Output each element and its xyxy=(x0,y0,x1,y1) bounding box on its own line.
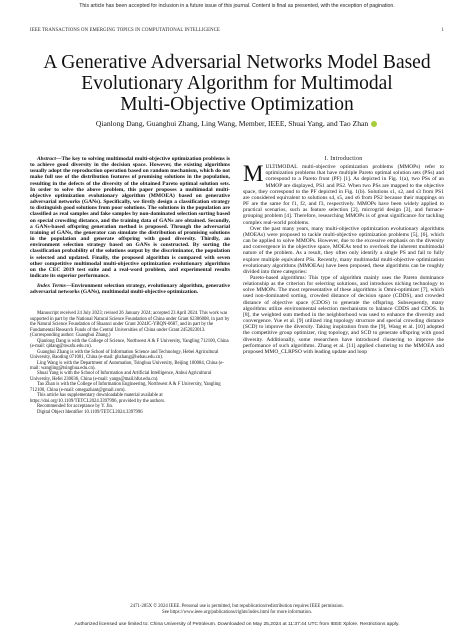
running-head xyxy=(30,28,444,33)
title-line-1: A Generative Adversarial Networks Model Based xyxy=(43,52,431,73)
copyright-notice xyxy=(20,604,454,615)
right-column xyxy=(243,156,444,355)
footnote-author-5: Tao Zhan is with the College of Information Engineering, Northwest A & F University, Yangling 712100, China (e-mail: omegazhant@gmail.com). xyxy=(30,382,221,393)
footnote-author-3: Ling Wang is with the Department of Automation, Tsinghua University, Beijing 100084, China (e-mail: wangling@tsinghua.edu.cn). xyxy=(30,360,224,371)
abstract-label: Abstract— xyxy=(37,156,62,162)
abstract xyxy=(30,156,230,279)
intro-paragraph-1-text: ULTIMODAL multi-objective optimization problems (MMOPs) refer to optimization problems that have multiple Pareto optimal solution sets (PSs) and correspond to a Pareto front (PF) [1]. As depicted in Fig. 1(a), two PSs of an MMOP are displayed, PS1 and PS2. When two PSs are mapped to the objective space, they correspond to the PF depicted in Fig. 1(b). Solutions s1, s2, and s3 from PS1 are considered equivalent to solutions s4, s5, and s6 from PS2 because their mappings on PF are the same for f1, f2, and f3, respectively. MMOPs have been widely applied to practical scenarios, such as feature selection [2], microgrid design [3], and furnace-grouping problem [4]. Therefore, researching MMOPs is of great significance for tackling complex real-world problems. xyxy=(243,164,444,226)
title-line-2: Evolutionary Algorithm for Multimodal xyxy=(81,73,393,94)
index-terms-text: Environment selection strategy, evolutionary algorithm, generative adversarial networks (GANs), multimodal multi-objective optimization. xyxy=(30,283,230,296)
intro-paragraph-3: Pareto-based algorithms: This type of algorithm mainly uses the Pareto dominance relationship as the criterion for selecting solutions, and introduces niching technology to solve MMOPs. The most representative of these algorithms is Omni-optimizer [7], which used non-dominated sorting, crowded distance of decision space (CDDS), and crowded distance of objective space (CDOS) to generate the offspring. Subsequently, many algorithms utilize environmental selection mechanisms to balance CDDS and CDOS. In [8], the weighted sum method in the neighborhood was used to enhance the diversity and convergence. Yue et al. [9] utilized ring topology structure and special crowding distance (SCD) to improve the diversity. Taking inspiration from the [9], Wang et al. [10] adopted the competitive group optimizer, ring topology, and SCD to generate offspring with good diversity. Additionally, some researchers have introduced clustering to improve the performance of such algorithms. Zhang et al. [11] applied clustering to the MMOEA and proposed MMO_CLRPSO with leading update and loop xyxy=(243,274,444,355)
index-terms-label: Index Terms— xyxy=(37,283,72,290)
drop-cap: M xyxy=(243,161,264,187)
intro-paragraph-1 xyxy=(243,161,444,226)
footnote-recommended: Recommended for acceptance by Y. Jin. xyxy=(37,404,114,410)
section-heading: I. Introduction xyxy=(324,156,363,162)
authors-text: Qianlong Dang, Guanghui Zhang, Ling Wang, Member, IEEE, Shuai Yang, and Tao Zhan xyxy=(95,119,369,128)
copyright-text: 2471-285X © 2024 IEEE. Personal use is permitted, but republication/redistribution requires IEEE permission. See https://www.ieee.org/publications/rights/index.html for more information. xyxy=(130,604,344,615)
footnote-manuscript: Manuscript received 24 July 2023; revised 26 January 2024; accepted 23 April 2024. This work was supported in part by the National Natural Science Foundation of China under Grant 62306008, in part by the Natural Science Foundation of Shaanxi under Grant 2024JC-YBQN-0687, and in part by the Fundamental Research Funds of the Central Universities of China under Grant 2452023013. (Corresponding author: Guanghui Zhang.) xyxy=(30,311,230,339)
footnote-author-4: Shuai Yang is with the School of Information and Artificial Intelligence, Anhui Agricultural University, Hefei 230036, China (e-mail: yangs@mail.hfut.edu.cn). xyxy=(30,371,212,382)
intro-paragraph-2: Over the past many years, many multi-objective optimization evolutionary algorithms (MOEAs) were proposed to tackle multi-objective optimization problems [5], [6], which can be applied to solve MMOPs. However, due to the excessive emphasis on the diversity and convergence in the objective space, MOEAs tend to overlook the inherent multimodal nature of the problem. As a result, they often only identify a single PS and fail to fully explore multiple equivalent PSs. Recently, many multimodal multi-objective optimization evolutionary algorithms (MMOEAs) have been proposed, these algorithms can be roughly divided into three categories: xyxy=(243,225,444,275)
footnotes xyxy=(30,311,230,415)
author-list xyxy=(20,119,454,128)
paper-title xyxy=(20,52,454,115)
left-column xyxy=(30,156,230,415)
abstract-text: The key to solving multimodal multi-objective optimization problems is to achieve good diversity in the decision space. However, the existing algorithms usually adopt the reproduction operation based on random mechanism, which do not make full use of the distribution features of promising solutions in the population, resulting in the defects of the diversity of the obtained Pareto optimal solution sets. In order to solve the above problem, this paper proposes a multimodal multi-objective optimization evolutionary algorithm (MMOEA) based on generative adversarial networks (GANs). Specifically, we firstly design a classification strategy to distinguish good solutions from poor solutions. The solutions in the population are classified as real samples and fake samples by non-dominated selection sorting based on special crowding distance, and the training data of GANs are obtained. Secondly, a GANs-based offspring generation method is proposed. Through the adversarial training of GANs, the generator can simulate the distribution of promising solutions in the population and generate offspring with good diversity. Thirdly, an environment selection strategy based on GANs is constructed. By sorting the classification probability of the solutions output by the discriminator, the population is selected and updated. Finally, the proposed algorithm is compared with seven other competitive multimodal multi-objective optimization evolutionary algorithms on the CEC 2019 test suite and a real-word problem, and experimental results indicate its superior performance. xyxy=(30,156,230,279)
footnote-supplementary[interactable]: This article has supplementary downloadable material available at https://doi.org/10.1109/TETCI.2024.3397996, provided by the authors. xyxy=(30,393,166,404)
journal-name: IEEE TRANSACTIONS ON EMERGING TOPICS IN COMPUTATIONAL INTELLIGENCE xyxy=(30,28,221,33)
footnote-author-1: Qianlong Dang is with the College of Science, Northwest A & F University, Yangling 712100, China (e-mail: qldang@nwafu.edu.cn). xyxy=(30,338,229,350)
footnote-author-2: Guanghui Zhang is with the School of Information Science and Technology, Hebei Agricultural University, Baoding 071001, China (e-mail: ghzhang@hebau.edu.cn). xyxy=(30,349,219,361)
footnote-doi: Digital Object Identifier 10.1109/TETCI.2024.3397996 xyxy=(37,409,143,415)
index-terms xyxy=(30,283,230,295)
orcid-icon[interactable] xyxy=(371,121,377,127)
title-line-3: Multi-Objective Optimization xyxy=(120,94,354,115)
acceptance-notice: This article has been accepted for inclusion in a future issue of this journal. Content is final as presented, with the exception of pagination. xyxy=(79,3,395,9)
page-number: 1 xyxy=(441,28,444,33)
license-footer: Authorized licensed use limited to: China University of Petroleum. Downloaded on May 25,2024 at 11:37:44 UTC from IEEE Xplore. Restrictions apply. xyxy=(74,622,400,627)
